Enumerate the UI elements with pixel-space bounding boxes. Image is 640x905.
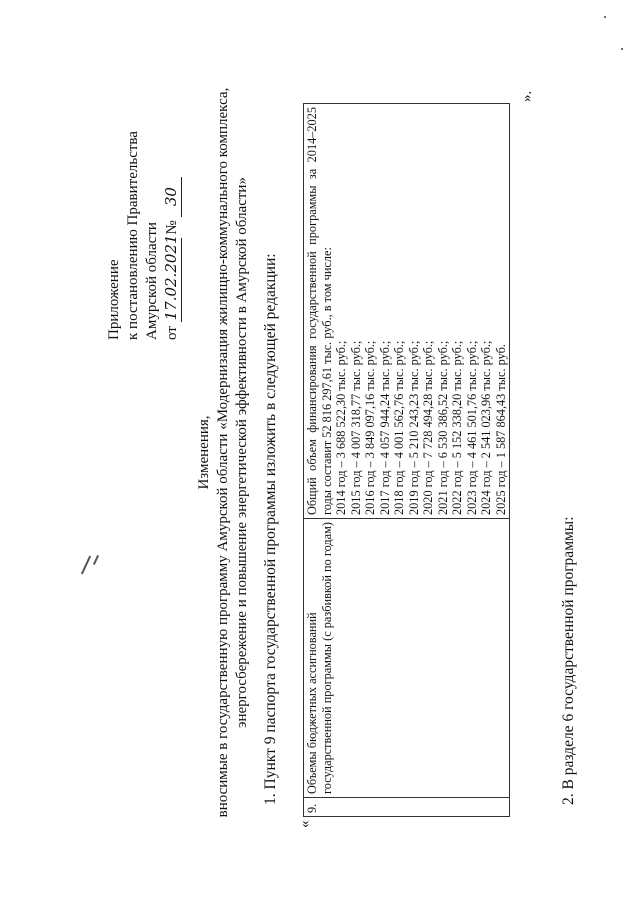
appendix-line-3: Амурской области <box>144 222 160 340</box>
number-sign: № <box>164 220 180 235</box>
year-line: 2025 год – 1 587 864,43 тыс. руб. <box>493 344 508 515</box>
appendix-line-2: к постановлению Правительства <box>125 131 141 340</box>
year-line: 2017 год – 4 057 944,24 тыс. руб.; <box>377 340 392 515</box>
year-line: 2014 год – 3 688 522,30 тыс. руб.; <box>334 340 348 515</box>
appendix-date-line <box>162 131 182 340</box>
title-line-3: энергосбережение и повышение энергетической эффективности в Амурской области» <box>234 177 250 728</box>
stamp-scribble <box>93 555 99 565</box>
item-2-text: 2. В разделе 6 государственной программы: <box>560 516 577 805</box>
title-line-2: вносимые в государственную программу Амурской области «Модернизация жилищно-коммунального комплекса, <box>215 87 231 818</box>
appendix-block <box>105 131 182 340</box>
row-name: Объемы бюджетных ассигнований государственной программы (с разбивкой по годам) <box>304 519 510 798</box>
item-1-text: 1. Пункт 9 паспорта государственной программы изложить в следующей редакции: <box>262 253 279 805</box>
appendix-line-1: Приложение <box>106 259 122 340</box>
year-line: 2020 год – 7 728 494,28 тыс. руб.; <box>421 340 435 515</box>
handwritten-number: 30 <box>162 177 182 217</box>
scan-speck <box>621 48 623 50</box>
financing-total: Общий объем финансирования государственной программы за 2014–2025 годы составит 52 816 297,61 тыс. руб., в том числе: <box>305 107 334 515</box>
title-line-1: Изменения, <box>196 415 212 490</box>
row-number: 9. <box>304 798 510 817</box>
year-line: 2022 год – 5 152 338,20 тыс. руб.; <box>450 340 464 515</box>
year-line: 2019 год – 5 210 243,23 тыс. руб.; <box>406 340 421 515</box>
year-line: 2021 год – 6 530 386,52 тыс. руб.; <box>435 340 450 515</box>
quote-close: ». <box>519 90 535 102</box>
stamp-scribble <box>81 556 91 575</box>
financing-cell <box>304 104 510 519</box>
quote-open: « <box>297 820 313 828</box>
year-line: 2015 год – 4 007 318,77 тыс. руб.; <box>348 340 363 515</box>
scan-speck <box>604 16 606 18</box>
table-row <box>304 104 510 817</box>
year-line: 2016 год – 3 849 097,16 тыс. руб.; <box>363 340 377 515</box>
year-line: 2024 год – 2 541 023,96 тыс. руб.; <box>479 340 493 515</box>
handwritten-date: 17.02.2021 <box>162 234 180 321</box>
document-title <box>195 0 252 905</box>
date-prefix: от <box>164 326 180 340</box>
year-line: 2018 год – 4 001 562,76 тыс. руб.; <box>392 340 406 515</box>
year-line: 2023 год – 4 461 501,76 тыс. руб.; <box>464 340 479 515</box>
passport-table <box>303 103 510 817</box>
